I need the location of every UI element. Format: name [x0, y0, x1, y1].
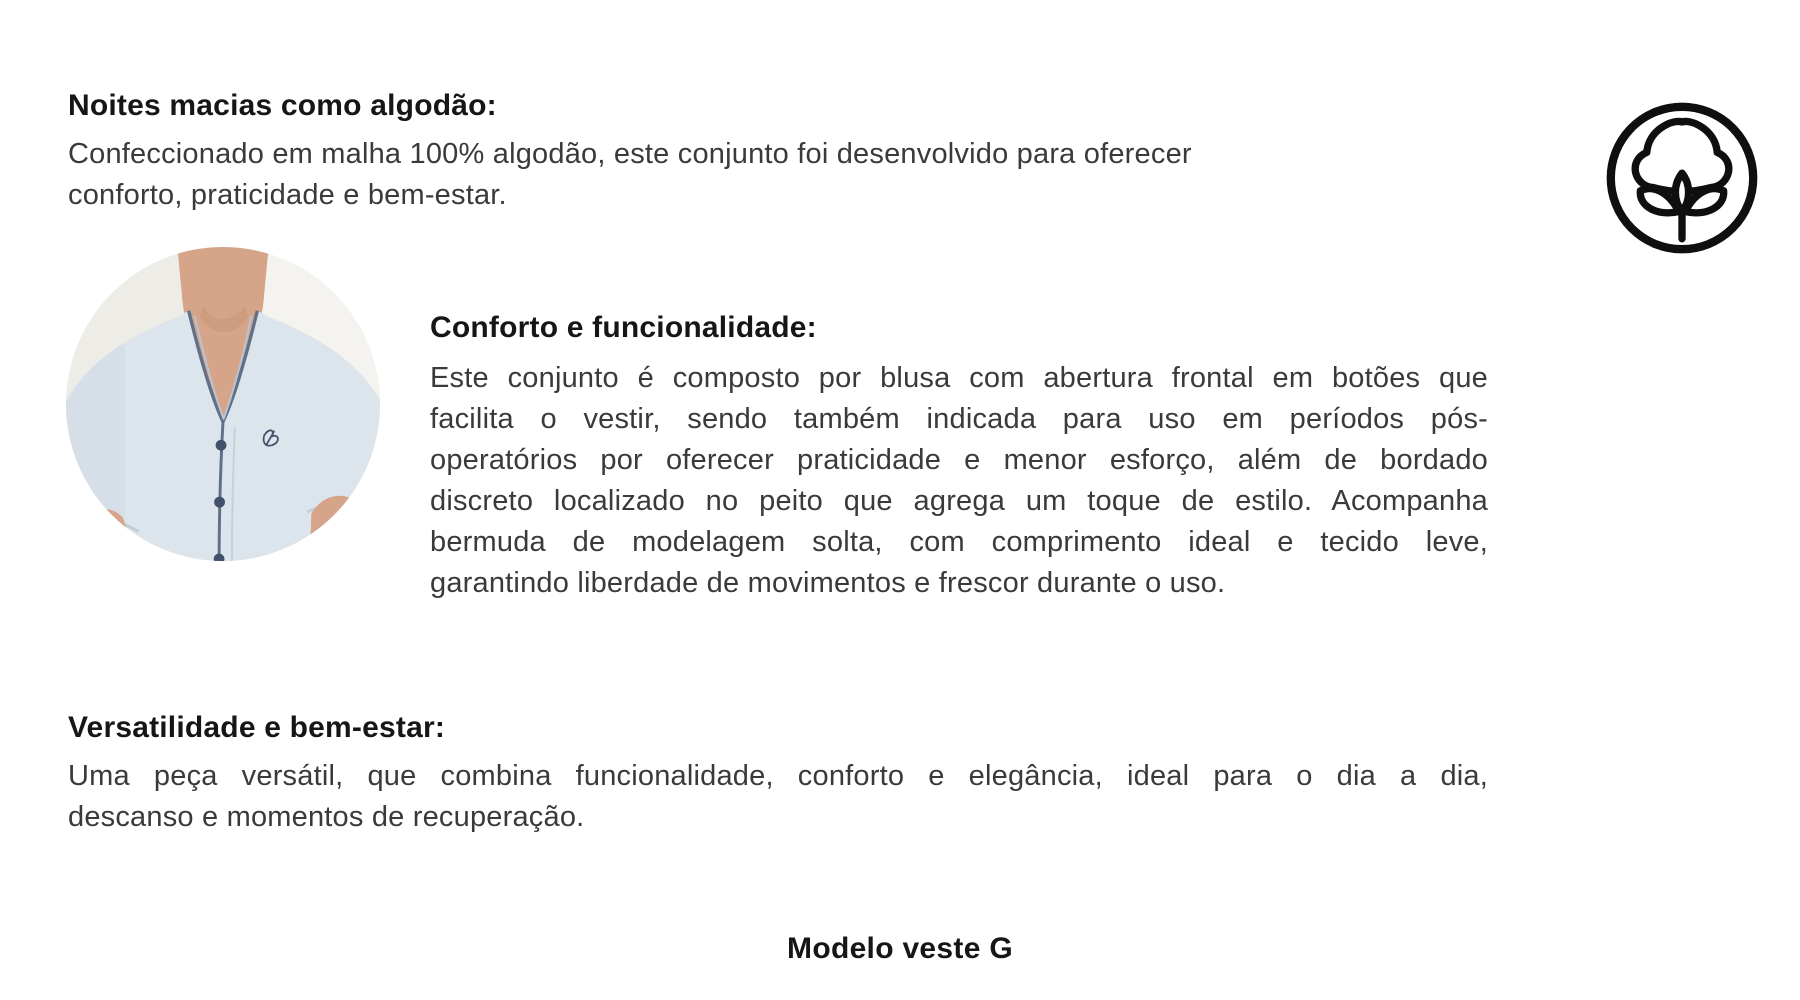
versatility-heading: Versatilidade e bem-estar:	[68, 711, 446, 744]
section-intro	[68, 86, 1283, 216]
comfort-body-line: Este conjunto é composto por blusa com abertura frontal em botões que	[430, 362, 1488, 394]
intro-body-line: conforto, praticidade e bem-estar.	[68, 179, 507, 211]
intro-body	[68, 134, 1283, 216]
comfort-body-line: bermuda de modelagem solta, com comprimento ideal e tecido leve,	[430, 526, 1488, 558]
versatility-body-line: Uma peça versátil, que combina funcionalidade, conforto e elegância, ideal para o dia a dia,	[68, 760, 1488, 792]
comfort-body-line: facilita o vestir, sendo também indicada para uso em períodos pós-	[430, 403, 1488, 435]
intro-heading: Noites macias como algodão:	[68, 89, 497, 122]
cotton-flower-icon-svg	[1602, 98, 1762, 258]
section-comfort	[430, 308, 1488, 604]
comfort-body-line: garantindo liberdade de movimentos e frescor durante o uso.	[430, 567, 1226, 599]
section-versatility	[68, 708, 1488, 838]
versatility-body	[68, 756, 1488, 838]
shirt-button	[214, 497, 225, 508]
versatility-body-line: descanso e momentos de recuperação.	[68, 801, 585, 833]
model-size-note: Modelo veste G	[787, 932, 1013, 965]
shirt-button	[216, 440, 227, 451]
intro-body-line: Confeccionado em malha 100% algodão, este conjunto foi desenvolvido para oferecer	[68, 138, 1192, 170]
comfort-body-line: operatórios por oferecer praticidade e menor esforço, além de bordado	[430, 444, 1488, 476]
cotton-flower-icon	[1602, 98, 1762, 258]
left-forearm	[68, 509, 129, 561]
model-photo	[66, 247, 380, 561]
comfort-body	[430, 358, 1488, 604]
model-photo-illustration	[66, 247, 380, 561]
comfort-body-line: discreto localizado no peito que agrega um toque de estilo. Acompanha	[430, 485, 1488, 517]
right-forearm	[309, 496, 380, 561]
comfort-heading: Conforto e funcionalidade:	[430, 311, 817, 344]
